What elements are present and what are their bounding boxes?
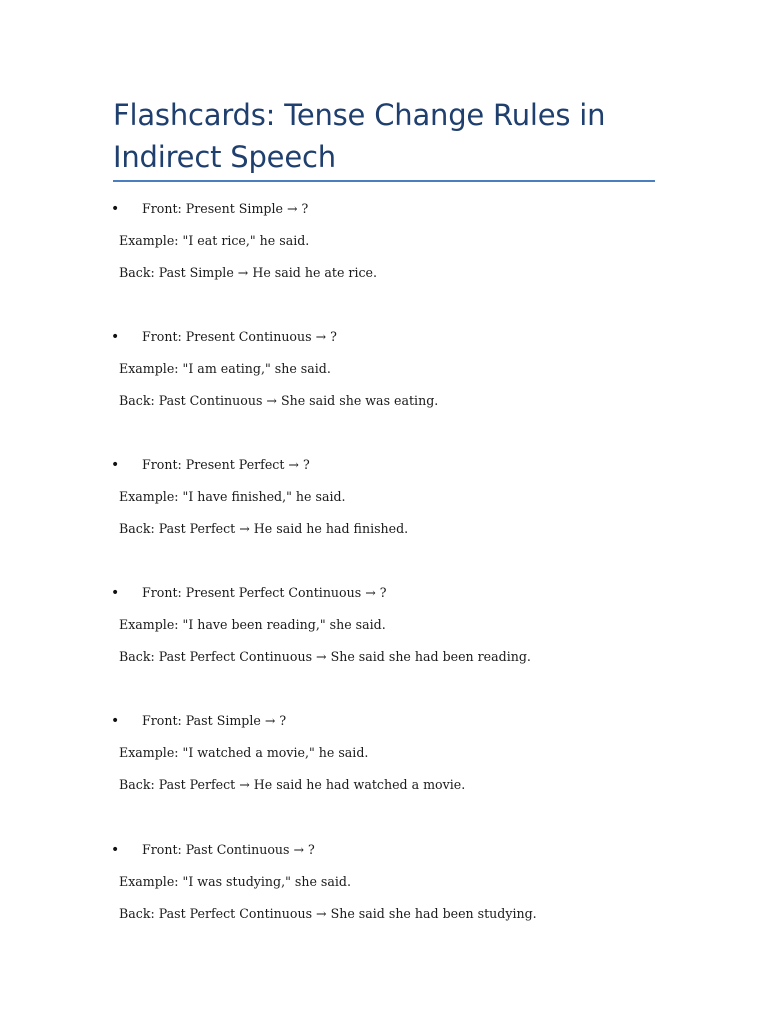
bullet-icon: • xyxy=(111,329,120,345)
flashcard-example: Example: "I watched a movie," he said. xyxy=(119,745,369,760)
flashcard-example: Example: "I have been reading," she said. xyxy=(119,617,386,632)
flashcard-back: Back: Past Perfect Continuous → She said she had been reading. xyxy=(119,649,531,664)
flashcard-front: Front: Present Simple → ? xyxy=(142,201,309,216)
flashcard-front: Front: Present Continuous → ? xyxy=(142,329,337,344)
flashcard xyxy=(0,328,768,448)
flashcard-example: Example: "I am eating," she said. xyxy=(119,361,331,376)
flashcard-example: Example: "I have finished," he said. xyxy=(119,489,346,504)
flashcard-back: Back: Past Continuous → She said she was eating. xyxy=(119,393,439,408)
bullet-icon: • xyxy=(111,842,120,858)
flashcard xyxy=(0,584,768,704)
bullet-icon: • xyxy=(111,713,120,729)
flashcard-back: Back: Past Perfect → He said he had finished. xyxy=(119,521,409,536)
flashcard-front: Front: Present Perfect Continuous → ? xyxy=(142,585,387,600)
flashcard-example: Example: "I eat rice," he said. xyxy=(119,233,310,248)
flashcard-back: Back: Past Perfect → He said he had watched a movie. xyxy=(119,777,466,792)
flashcard-example: Example: "I was studying," she said. xyxy=(119,874,351,889)
flashcard-front: Front: Present Perfect → ? xyxy=(142,457,310,472)
flashcard-back: Back: Past Perfect Continuous → She said she had been studying. xyxy=(119,906,537,921)
flashcard xyxy=(0,712,768,832)
flashcard-back: Back: Past Simple → He said he ate rice. xyxy=(119,265,377,280)
bullet-icon: • xyxy=(111,457,120,473)
bullet-icon: • xyxy=(111,201,120,217)
flashcard xyxy=(0,200,768,320)
bullet-icon: • xyxy=(111,585,120,601)
flashcard-front: Front: Past Simple → ? xyxy=(142,713,287,728)
page-title: Flashcards: Tense Change Rules in Indirect Speech xyxy=(113,98,606,174)
flashcard xyxy=(0,456,768,576)
flashcard xyxy=(0,841,768,961)
flashcard-front: Front: Past Continuous → ? xyxy=(142,842,315,857)
